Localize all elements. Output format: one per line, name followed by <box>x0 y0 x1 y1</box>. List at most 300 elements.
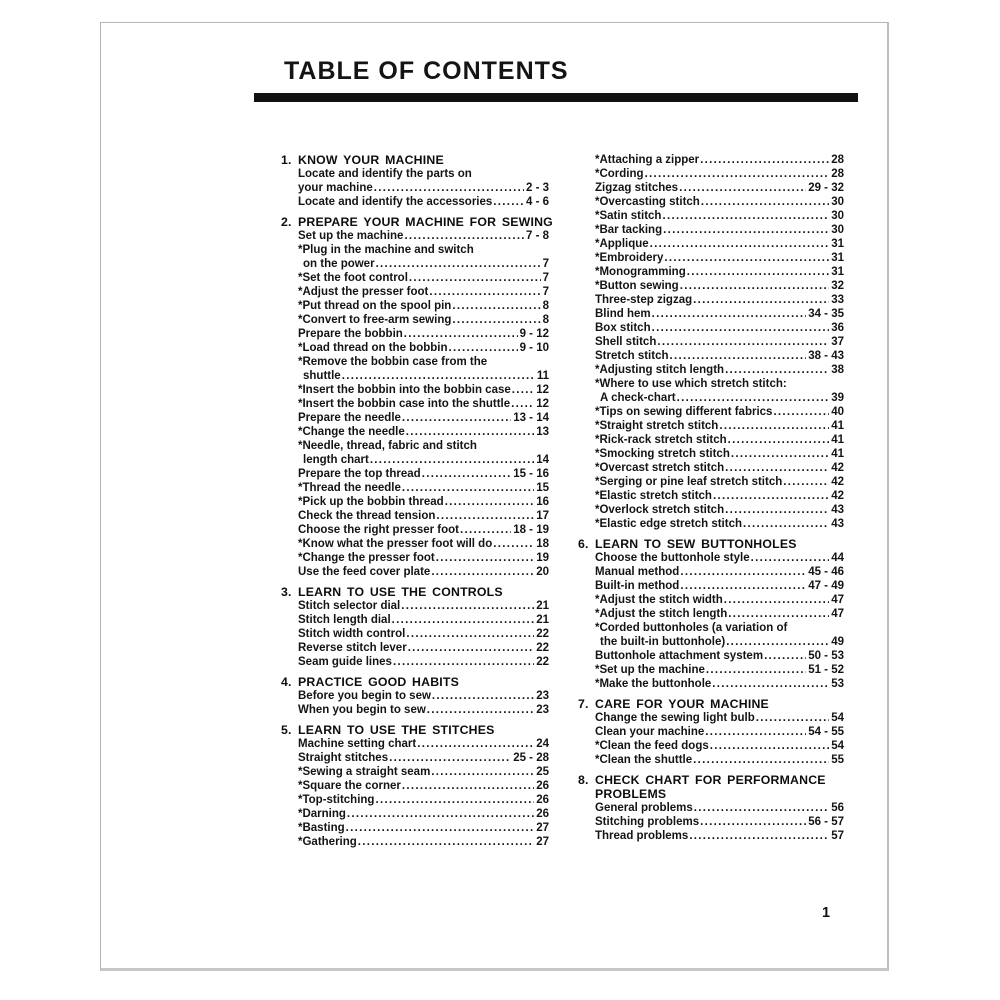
entry-label: *Plug in the machine and switch <box>298 244 474 256</box>
toc-entry <box>298 341 549 355</box>
leader-dots <box>728 433 830 447</box>
toc-entry <box>298 453 549 467</box>
page-title: TABLE OF CONTENTS <box>284 57 569 85</box>
entry-page: 26 <box>536 808 549 820</box>
toc-entry <box>595 405 844 419</box>
entry-page: 30 <box>831 224 844 236</box>
entry-page: 19 <box>536 552 549 564</box>
entry-label: Box stitch <box>595 322 651 334</box>
leader-dots <box>724 593 829 607</box>
entry-label: Check the thread tension <box>298 510 436 522</box>
toc-entry <box>298 167 549 181</box>
toc-section-heading <box>281 215 553 229</box>
leader-dots <box>402 481 534 495</box>
entry-label: Straight stitches <box>298 752 389 764</box>
entry-page: 30 <box>831 196 844 208</box>
entry-label: *Load thread on the bobbin <box>298 342 448 354</box>
toc-section-heading <box>281 675 549 689</box>
toc-entry <box>298 397 549 411</box>
toc-entry <box>595 593 844 607</box>
leader-dots <box>409 271 541 285</box>
entry-page: 18 - 19 <box>513 524 549 536</box>
entry-page: 43 <box>831 518 844 530</box>
section-heading-text: CHECK CHART FOR PERFORMANCE <box>595 773 826 787</box>
toc-entry <box>595 725 844 739</box>
toc-entry <box>298 195 549 209</box>
toc-entry <box>595 307 844 321</box>
leader-dots <box>347 807 534 821</box>
leader-dots <box>389 751 511 765</box>
toc-entry <box>298 655 549 669</box>
entry-label: *Overcasting stitch <box>595 196 700 208</box>
entry-page: 28 <box>831 168 844 180</box>
toc-entry <box>298 751 549 765</box>
entry-page: 38 - 43 <box>808 350 844 362</box>
leader-dots <box>408 641 535 655</box>
leader-dots <box>402 779 534 793</box>
leader-dots <box>706 663 806 677</box>
entry-label: Before you begin to sew <box>298 690 431 702</box>
entry-label: *Insert the bobbin into the bobbin case <box>298 384 511 396</box>
entry-page: 28 <box>831 154 844 166</box>
toc-column-right <box>578 153 844 849</box>
entry-page: 24 <box>536 738 549 750</box>
toc-entry <box>595 475 844 489</box>
title-rule <box>254 93 858 102</box>
entry-label: *Change the presser foot <box>298 552 435 564</box>
leader-dots <box>493 537 534 551</box>
leader-dots <box>375 793 534 807</box>
entry-label: *Bar tacking <box>595 224 663 236</box>
leader-dots <box>701 195 829 209</box>
entry-page: 42 <box>831 462 844 474</box>
entry-label: *Corded buttonholes (a variation of <box>595 622 788 634</box>
leader-dots <box>713 489 829 503</box>
entry-label: length chart <box>303 454 369 466</box>
entry-label: *Adjust the presser foot <box>298 286 429 298</box>
section-heading-text: CARE FOR YOUR MACHINE <box>595 697 769 711</box>
entry-label: on the power <box>303 258 375 270</box>
entry-label: Three-step zigzag <box>595 294 693 306</box>
toc-section-heading <box>578 773 844 787</box>
entry-page: 13 <box>536 426 549 438</box>
entry-label: Prepare the bobbin <box>298 328 403 340</box>
toc-entry <box>298 821 549 835</box>
leader-dots <box>342 369 535 383</box>
toc-section <box>578 537 844 691</box>
entry-label: *Tips on sewing different fabrics <box>595 406 773 418</box>
entry-label: *Overcast stretch stitch <box>595 462 725 474</box>
entry-page: 42 <box>831 476 844 488</box>
entry-label: *Square the corner <box>298 780 401 792</box>
leader-dots <box>376 257 541 271</box>
entry-label: Stitch width control <box>298 628 406 640</box>
leader-dots <box>694 801 829 815</box>
leader-dots <box>657 335 829 349</box>
entry-label: *Sewing a straight seam <box>298 766 431 778</box>
entry-label: Built-in method <box>595 580 680 592</box>
entry-page: 12 <box>536 398 549 410</box>
section-heading-text: PRACTICE GOOD HABITS <box>298 675 460 689</box>
entry-label: shuttle <box>303 370 341 382</box>
toc-entry <box>595 223 844 237</box>
toc-section <box>578 697 844 767</box>
entry-label: *Set up the machine <box>595 664 705 676</box>
section-heading-text: KNOW YOUR MACHINE <box>298 153 444 167</box>
leader-dots <box>431 765 534 779</box>
toc-section <box>578 153 844 531</box>
leader-dots <box>427 703 534 717</box>
toc-entry <box>595 517 844 531</box>
entry-page: 7 <box>542 272 549 284</box>
toc-entry <box>595 551 844 565</box>
toc-entry <box>595 153 844 167</box>
toc-entry <box>298 765 549 779</box>
leader-dots <box>650 237 830 251</box>
toc-entry <box>595 815 844 829</box>
entry-label: Stitch selector dial <box>298 600 401 612</box>
entry-page: 16 <box>536 496 549 508</box>
entry-label: *Change the needle <box>298 426 405 438</box>
section-number: 2. <box>281 215 292 229</box>
leader-dots <box>652 307 807 321</box>
toc-section <box>281 585 549 669</box>
leader-dots <box>677 391 830 405</box>
entry-label: Locate and identify the parts on <box>298 168 472 180</box>
leader-dots <box>743 517 829 531</box>
entry-page: 33 <box>831 294 844 306</box>
section-number: 1. <box>281 153 292 167</box>
toc-entry <box>298 313 549 327</box>
leader-dots <box>406 425 534 439</box>
entry-label: Machine setting chart <box>298 738 417 750</box>
leader-dots <box>392 613 535 627</box>
toc-entry <box>298 299 549 313</box>
entry-label: Locate and identify the accessories <box>298 196 493 208</box>
section-number: 8. <box>578 773 589 787</box>
entry-page: 32 <box>831 280 844 292</box>
entry-page: 56 <box>831 802 844 814</box>
toc-entry <box>595 663 844 677</box>
toc-entry <box>298 383 549 397</box>
entry-page: 9 - 10 <box>519 342 549 354</box>
entry-label: Zigzag stitches <box>595 182 679 194</box>
entry-label: *Where to use which stretch stitch: <box>595 378 787 390</box>
leader-dots <box>680 565 806 579</box>
toc-entry <box>595 489 844 503</box>
entry-label: Buttonhole attachment system <box>595 650 764 662</box>
entry-label: *Adjust the stitch width <box>595 594 723 606</box>
toc-section <box>281 723 549 849</box>
toc-section-heading <box>281 153 549 167</box>
entry-label: Clean your machine <box>595 726 705 738</box>
toc-entry <box>595 565 844 579</box>
entry-page: 31 <box>831 252 844 264</box>
entry-label: *Button sewing <box>595 280 679 292</box>
entry-page: 37 <box>831 336 844 348</box>
entry-label: *Elastic stretch stitch <box>595 490 712 502</box>
entry-label: *Elastic edge stretch stitch <box>595 518 742 530</box>
entry-page: 45 - 46 <box>808 566 844 578</box>
entry-label: *Satin stitch <box>595 210 662 222</box>
section-heading-text: LEARN TO USE THE STITCHES <box>298 723 495 737</box>
section-number: 7. <box>578 697 589 711</box>
leader-dots <box>449 341 518 355</box>
entry-page: 50 - 53 <box>808 650 844 662</box>
entry-page: 7 <box>542 286 549 298</box>
toc-entry <box>595 335 844 349</box>
entry-page: 51 - 52 <box>808 664 844 676</box>
section-heading-text: PREPARE YOUR MACHINE FOR SEWING <box>298 215 553 229</box>
entry-label: *Put thread on the spool pin <box>298 300 452 312</box>
entry-page: 22 <box>536 628 549 640</box>
leader-dots <box>693 753 829 767</box>
toc-entry <box>595 237 844 251</box>
entry-label: *Gathering <box>298 836 357 848</box>
entry-label: A check-chart <box>600 392 676 404</box>
toc-entry <box>595 433 844 447</box>
toc-entry <box>298 271 549 285</box>
leader-dots <box>689 829 829 843</box>
leader-dots <box>705 725 806 739</box>
table-of-contents <box>281 153 844 849</box>
entry-page: 27 <box>536 822 549 834</box>
entry-label: *Insert the bobbin case into the shuttle <box>298 398 511 410</box>
toc-entry <box>298 703 549 717</box>
leader-dots <box>700 815 806 829</box>
entry-label: Stitch length dial <box>298 614 391 626</box>
toc-entry <box>298 599 549 613</box>
leader-dots <box>712 677 829 691</box>
entry-label: Set up the machine <box>298 230 404 242</box>
entry-label: Seam guide lines <box>298 656 392 668</box>
toc-entry <box>298 737 549 751</box>
entry-label: *Top-stitching <box>298 794 375 806</box>
section-heading-text: LEARN TO USE THE CONTROLS <box>298 585 503 599</box>
toc-section-heading <box>578 697 844 711</box>
entry-page: 54 - 55 <box>808 726 844 738</box>
leader-dots <box>728 607 829 621</box>
entry-label: Blind hem <box>595 308 651 320</box>
entry-page: 26 <box>536 780 549 792</box>
leader-dots <box>751 551 830 565</box>
leader-dots <box>460 523 511 537</box>
leader-dots <box>680 579 806 593</box>
toc-entry <box>595 621 844 635</box>
leader-dots <box>393 655 534 669</box>
entry-label: Prepare the needle <box>298 412 401 424</box>
entry-page: 21 <box>536 614 549 626</box>
entry-page: 8 <box>542 314 549 326</box>
leader-dots <box>404 229 524 243</box>
entry-label: Choose the buttonhole style <box>595 552 750 564</box>
entry-page: 57 <box>831 830 844 842</box>
entry-label: *Set the foot control <box>298 272 408 284</box>
toc-entry <box>595 739 844 753</box>
entry-page: 22 <box>536 642 549 654</box>
leader-dots <box>406 627 534 641</box>
toc-entry <box>298 807 549 821</box>
entry-label: Thread problems <box>595 830 689 842</box>
toc-entry <box>595 391 844 405</box>
toc-entry <box>298 355 549 369</box>
entry-label: Manual method <box>595 566 680 578</box>
toc-entry <box>298 495 549 509</box>
toc-entry <box>298 627 549 641</box>
toc-section-heading <box>281 723 549 737</box>
toc-entry <box>298 285 549 299</box>
leader-dots <box>664 251 829 265</box>
leader-dots <box>374 181 524 195</box>
toc-entry <box>298 537 549 551</box>
entry-page: 7 <box>542 258 549 270</box>
entry-label: *Basting <box>298 822 345 834</box>
toc-entry <box>298 425 549 439</box>
entry-page: 41 <box>831 434 844 446</box>
entry-page: 53 <box>831 678 844 690</box>
entry-page: 31 <box>831 238 844 250</box>
section-number: 4. <box>281 675 292 689</box>
toc-entry <box>595 349 844 363</box>
leader-dots <box>756 711 829 725</box>
toc-section-heading <box>578 537 844 551</box>
leader-dots <box>404 327 518 341</box>
leader-dots <box>431 565 534 579</box>
leader-dots <box>725 503 829 517</box>
entry-label: *Cording <box>595 168 644 180</box>
toc-entry <box>298 369 549 383</box>
leader-dots <box>452 299 540 313</box>
entry-page: 42 <box>831 490 844 502</box>
toc-entry <box>595 293 844 307</box>
leader-dots <box>432 689 534 703</box>
entry-page: 55 <box>831 754 844 766</box>
entry-page: 41 <box>831 448 844 460</box>
entry-label: *Overlock stretch stitch <box>595 504 725 516</box>
entry-page: 12 <box>536 384 549 396</box>
entry-page: 39 <box>831 392 844 404</box>
entry-label: *Make the buttonhole <box>595 678 712 690</box>
entry-label: *Straight stretch stitch <box>595 420 719 432</box>
toc-entry <box>298 509 549 523</box>
entry-label: *Needle, thread, fabric and stitch <box>298 440 477 452</box>
leader-dots <box>719 419 829 433</box>
leader-dots <box>725 363 829 377</box>
entry-page: 47 <box>831 594 844 606</box>
entry-page: 38 <box>831 364 844 376</box>
entry-page: 54 <box>831 740 844 752</box>
leader-dots <box>436 509 534 523</box>
entry-page: 17 <box>536 510 549 522</box>
leader-dots <box>663 223 829 237</box>
toc-section <box>281 153 549 209</box>
entry-page: 22 <box>536 656 549 668</box>
section-heading-text: LEARN TO SEW BUTTONHOLES <box>595 537 797 551</box>
leader-dots <box>731 447 829 461</box>
entry-page: 9 - 12 <box>519 328 549 340</box>
leader-dots <box>512 383 534 397</box>
entry-label: *Darning <box>298 808 346 820</box>
leader-dots <box>710 739 829 753</box>
entry-page: 41 <box>831 420 844 432</box>
entry-page: 56 - 57 <box>808 816 844 828</box>
entry-page: 7 - 8 <box>525 230 549 242</box>
toc-entry <box>298 411 549 425</box>
entry-page: 26 <box>536 794 549 806</box>
leader-dots <box>726 635 829 649</box>
toc-entry <box>298 551 549 565</box>
entry-page: 40 <box>831 406 844 418</box>
entry-label: Shell stitch <box>595 336 657 348</box>
toc-entry <box>298 439 549 453</box>
leader-dots <box>436 551 534 565</box>
entry-page: 36 <box>831 322 844 334</box>
leader-dots <box>670 349 807 363</box>
entry-label: General problems <box>595 802 693 814</box>
entry-page: 11 <box>536 370 549 382</box>
toc-entry <box>595 363 844 377</box>
entry-label: Stitching problems <box>595 816 700 828</box>
toc-section-heading <box>281 585 549 599</box>
entry-label: *Remove the bobbin case from the <box>298 356 488 368</box>
toc-entry <box>298 467 549 481</box>
toc-entry <box>298 565 549 579</box>
entry-label: *Rick-rack stretch stitch <box>595 434 727 446</box>
entry-label: When you begin to sew <box>298 704 426 716</box>
entry-page: 47 - 49 <box>808 580 844 592</box>
toc-entry <box>595 829 844 843</box>
entry-label: your machine <box>298 182 373 194</box>
toc-entry <box>595 251 844 265</box>
entry-page: 15 <box>536 482 549 494</box>
entry-page: 13 - 14 <box>513 412 549 424</box>
entry-page: 34 - 35 <box>808 308 844 320</box>
toc-section <box>578 773 844 843</box>
toc-section <box>281 675 549 717</box>
leader-dots <box>445 495 535 509</box>
toc-entry <box>595 167 844 181</box>
leader-dots <box>679 181 806 195</box>
entry-page: 18 <box>536 538 549 550</box>
entry-label: *Adjusting stitch length <box>595 364 725 376</box>
entry-label: *Monogramming <box>595 266 686 278</box>
entry-page: 25 - 28 <box>513 752 549 764</box>
toc-entry <box>595 377 844 391</box>
toc-entry <box>595 677 844 691</box>
section-number: 3. <box>281 585 292 599</box>
entry-page: 43 <box>831 504 844 516</box>
toc-entry <box>298 523 549 537</box>
toc-entry <box>298 613 549 627</box>
toc-entry <box>595 279 844 293</box>
entry-label: *Clean the feed dogs <box>595 740 709 752</box>
toc-entry <box>298 229 549 243</box>
leader-dots <box>493 195 524 209</box>
leader-dots <box>645 167 830 181</box>
entry-page: 23 <box>536 690 549 702</box>
section-number: 6. <box>578 537 589 551</box>
toc-entry <box>595 649 844 663</box>
toc-entry <box>595 503 844 517</box>
toc-entry <box>595 461 844 475</box>
leader-dots <box>511 397 534 411</box>
section-heading-text: PROBLEMS <box>595 787 667 801</box>
toc-section <box>281 215 553 579</box>
entry-page: 4 - 6 <box>525 196 549 208</box>
toc-entry <box>595 447 844 461</box>
leader-dots <box>693 293 829 307</box>
toc-entry <box>595 209 844 223</box>
